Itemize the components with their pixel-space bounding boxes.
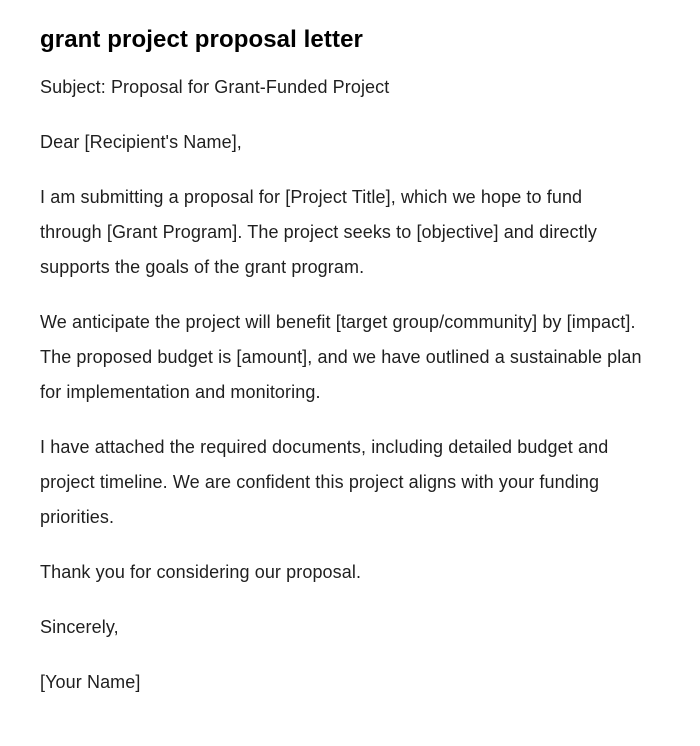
signature-placeholder: [Your Name] bbox=[40, 672, 141, 692]
signoff: Sincerely, bbox=[40, 617, 119, 637]
body-paragraph: I have attached the required documents, including detailed budget and project timeline. We are confident this project aligns with your funding priorities. bbox=[40, 437, 609, 527]
subject-line: Subject: Proposal for Grant-Funded Project bbox=[40, 77, 390, 97]
body-paragraph: I am submitting a proposal for [Project Title], which we hope to fund through [Grant Program]. The project seeks to [objective] and directly supports the goals of the grant program. bbox=[40, 187, 597, 277]
salutation: Dear [Recipient's Name], bbox=[40, 132, 242, 152]
body-paragraph: We anticipate the project will benefit [target group/community] by [impact]. The proposed budget is [amount], and we have outlined a sustainable plan for implementation and monitoring. bbox=[40, 312, 642, 402]
closing-thanks: Thank you for considering our proposal. bbox=[40, 562, 362, 582]
page-title: grant project proposal letter bbox=[40, 26, 363, 53]
